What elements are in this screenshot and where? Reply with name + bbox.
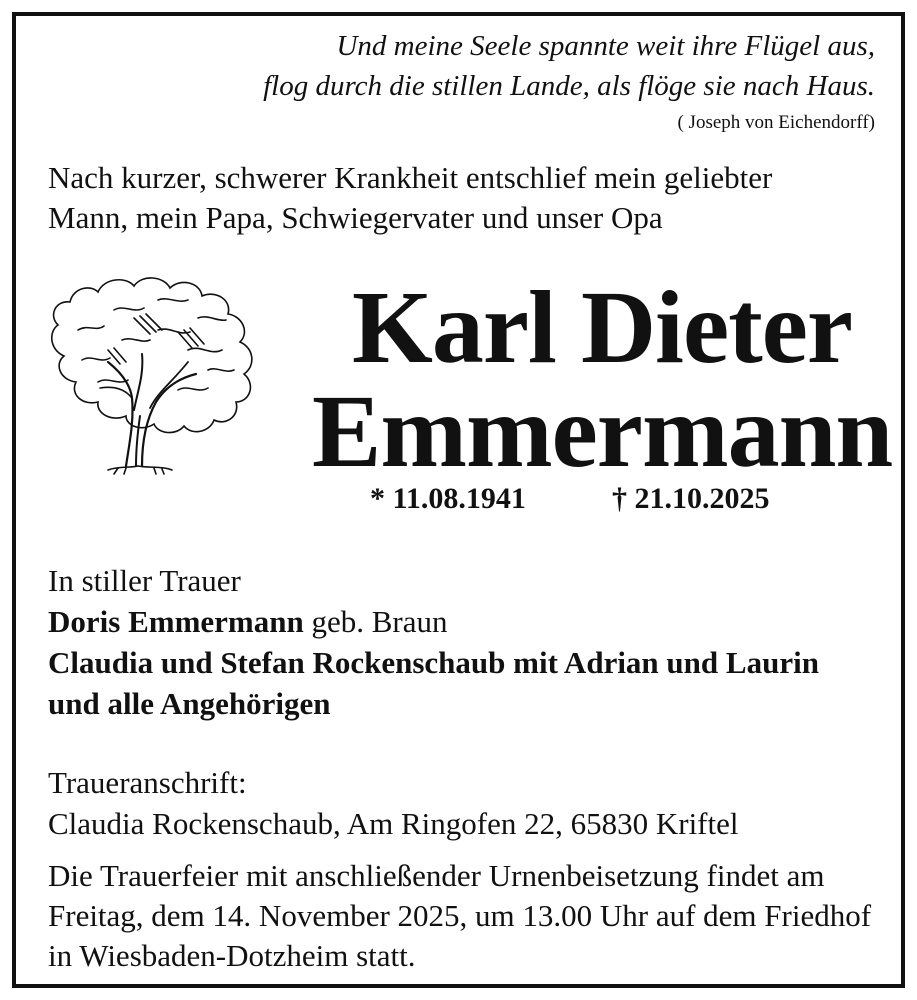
quote-source: ( Joseph von Eichendorff): [677, 112, 875, 133]
deceased-first-name: Karl Dieter: [352, 270, 853, 385]
death-date: † 21.10.2025: [612, 482, 770, 515]
ceremony-line-3: in Wiesbaden-Dotzheim statt.: [48, 938, 416, 973]
tree-icon: [38, 270, 278, 490]
mourner-line-1: [48, 604, 448, 640]
mourner-spouse-name: Doris Emmermann: [48, 604, 304, 639]
address-value: Claudia Rockenschaub, Am Ringofen 22, 65830 Kriftel: [48, 806, 739, 841]
birth-date: * 11.08.1941: [370, 482, 526, 515]
mourner-line-2: Claudia und Stefan Rockenschaub mit Adrian und Laurin: [48, 645, 819, 680]
quote-line-1: Und meine Seele spannte weit ihre Flügel aus,: [336, 30, 875, 62]
mourners-heading: In stiller Trauer: [48, 563, 241, 598]
deceased-last-name: Emmermann: [312, 374, 893, 489]
intro-line-2: Mann, mein Papa, Schwiegervater und unser Opa: [48, 200, 663, 235]
intro-line-1: Nach kurzer, schwerer Krankheit entschlief mein geliebter: [48, 160, 773, 195]
mourner-spouse-birthname: geb. Braun: [303, 604, 448, 639]
quote-line-2: flog durch die stillen Lande, als flöge sie nach Haus.: [263, 70, 875, 102]
mourner-line-3: und alle Angehörigen: [48, 686, 331, 721]
address-label: Traueranschrift:: [48, 765, 247, 800]
ceremony-line-2: Freitag, dem 14. November 2025, um 13.00 Uhr auf dem Friedhof: [48, 898, 872, 933]
ceremony-line-1: Die Trauerfeier mit anschließender Urnenbeisetzung findet am: [48, 858, 825, 893]
